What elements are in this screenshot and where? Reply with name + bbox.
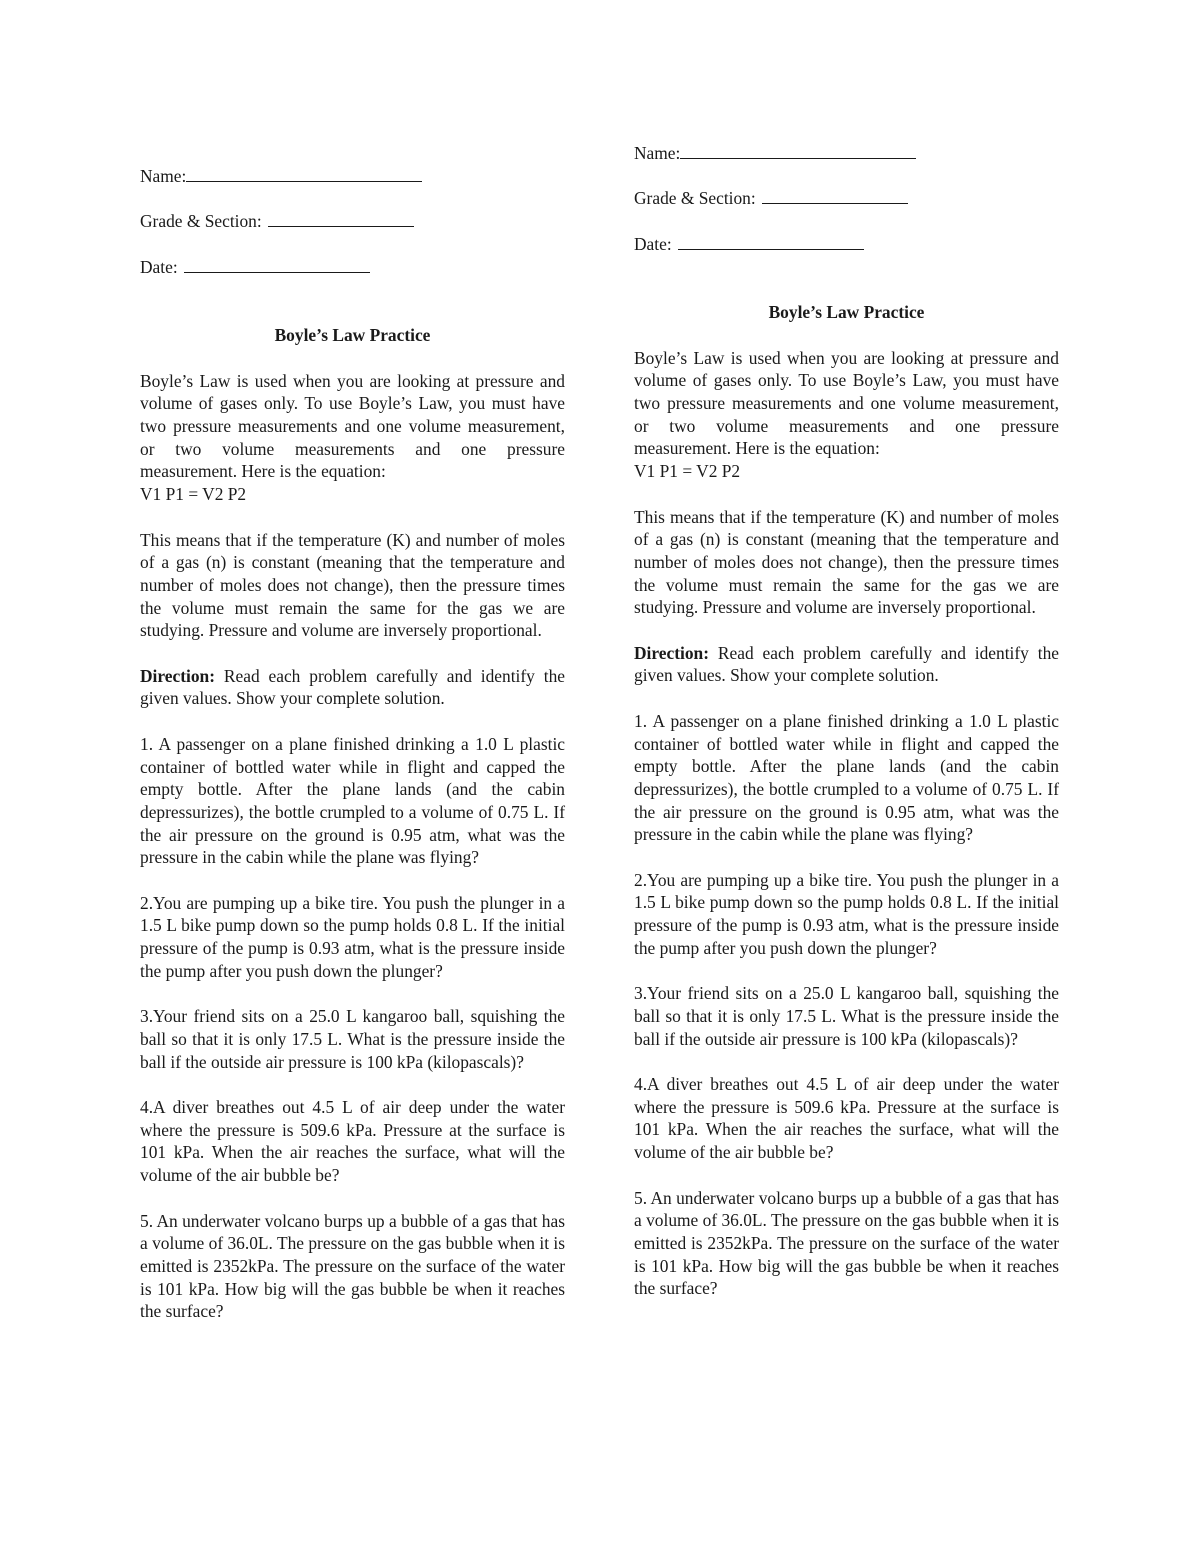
date-label: Date:: [140, 256, 178, 277]
grade-section-field: [140, 210, 565, 233]
grade-section-blank[interactable]: [762, 187, 908, 204]
worksheet-copy-left: [140, 165, 565, 1346]
date-field: [140, 256, 565, 279]
intro-paragraph: [634, 347, 1059, 483]
direction-text: Read each problem carefully and identify the given values. Show your complete solution.: [634, 642, 1059, 686]
equation: V1 P1 = V2 P2: [140, 484, 247, 505]
name-blank[interactable]: [680, 142, 916, 159]
direction-label: Direction:: [634, 642, 710, 663]
problem-2: 2.You are pumping up a bike tire. You push the plunger in a 1.5 L bike pump down so the pump holds 0.8 L. If the initial pressure of the pump is 0.93 atm, what is the pressure inside the pump after you push down the plunger?: [140, 892, 565, 981]
date-field: [634, 233, 1059, 256]
intro-paragraph: [140, 370, 565, 506]
date-blank[interactable]: [678, 233, 864, 250]
grade-section-label: Grade & Section:: [634, 188, 756, 209]
problem-3: 3.Your friend sits on a 25.0 L kangaroo ball, squishing the ball so that it is only 17.5 L. What is the pressure inside the ball if the outside air pressure is 100 kPa (kilopascals)?: [140, 1006, 565, 1072]
grade-section-label: Grade & Section:: [140, 211, 262, 232]
direction-label: Direction:: [140, 665, 216, 686]
worksheet-title: Boyle’s Law Practice: [768, 302, 925, 323]
grade-section-blank[interactable]: [268, 210, 414, 227]
equation: V1 P1 = V2 P2: [634, 461, 741, 482]
name-label: Name:: [634, 143, 681, 163]
date-blank[interactable]: [184, 256, 370, 273]
name-blank[interactable]: [186, 165, 422, 182]
direction-text: Read each problem carefully and identify the given values. Show your complete solution.: [140, 665, 565, 709]
name-label: Name:: [140, 166, 187, 186]
name-field: [140, 165, 565, 188]
problem-1: 1. A passenger on a plane finished drinking a 1.0 L plastic container of bottled water while in flight and capped the empty bottle. After the plane lands (and the cabin depressurizes), the bottle crumpled to a volume of 0.75 L. If the air pressure on the ground is 0.95 atm, what was the pressure in the cabin while the plane was flying?: [634, 710, 1059, 845]
direction-paragraph: [634, 642, 1059, 687]
explanation-paragraph: This means that if the temperature (K) and number of moles of a gas (n) is constant (meaning that the temperature and number of moles does not change), then the pressure times the volume must remain the same for the gas we are studying. Pressure and volume are inversely proportional.: [140, 529, 565, 641]
problem-5: 5. An underwater volcano burps up a bubble of a gas that has a volume of 36.0L. The pressure on the gas bubble when it is emitted is 2352kPa. The pressure on the surface of the water is 101 kPa. How big will the gas bubble be when it reaches the surface?: [634, 1187, 1059, 1299]
direction-paragraph: [140, 665, 565, 710]
worksheet-title: Boyle’s Law Practice: [274, 325, 431, 346]
problem-3: 3.Your friend sits on a 25.0 L kangaroo ball, squishing the ball so that it is only 17.5 L. What is the pressure inside the ball if the outside air pressure is 100 kPa (kilopascals)?: [634, 983, 1059, 1049]
explanation-paragraph: This means that if the temperature (K) and number of moles of a gas (n) is constant (meaning that the temperature and number of moles does not change), then the pressure times the volume must remain the same for the gas we are studying. Pressure and volume are inversely proportional.: [634, 506, 1059, 618]
problem-4: 4.A diver breathes out 4.5 L of air deep under the water where the pressure is 509.6 kPa. Pressure at the surface is 101 kPa. When the air reaches the surface, what will the volume of the air bubble be?: [634, 1074, 1059, 1163]
name-field: [634, 142, 1059, 165]
problem-5: 5. An underwater volcano burps up a bubble of a gas that has a volume of 36.0L. The pressure on the gas bubble when it is emitted is 2352kPa. The pressure on the surface of the water is 101 kPa. How big will the gas bubble be when it reaches the surface?: [140, 1210, 565, 1322]
grade-section-field: [634, 187, 1059, 210]
worksheet-copy-right: [634, 142, 1059, 1323]
problem-4: 4.A diver breathes out 4.5 L of air deep under the water where the pressure is 509.6 kPa. Pressure at the surface is 101 kPa. When the air reaches the surface, what will the volume of the air bubble be?: [140, 1097, 565, 1186]
intro-text: Boyle’s Law is used when you are looking at pressure and volume of gases only. To use Boyle’s Law, you must have two pressure measurements and one volume measurement, or two volume measurements and one pressure measurement. Here is the equation:: [634, 347, 1059, 459]
intro-text: Boyle’s Law is used when you are looking at pressure and volume of gases only. To use Boyle’s Law, you must have two pressure measurements and one volume measurement, or two volume measurements and one pressure measurement. Here is the equation:: [140, 370, 565, 482]
problem-2: 2.You are pumping up a bike tire. You push the plunger in a 1.5 L bike pump down so the pump holds 0.8 L. If the initial pressure of the pump is 0.93 atm, what is the pressure inside the pump after you push down the plunger?: [634, 869, 1059, 958]
problem-1: 1. A passenger on a plane finished drinking a 1.0 L plastic container of bottled water while in flight and capped the empty bottle. After the plane lands (and the cabin depressurizes), the bottle crumpled to a volume of 0.75 L. If the air pressure on the ground is 0.95 atm, what was the pressure in the cabin while the plane was flying?: [140, 733, 565, 868]
date-label: Date:: [634, 233, 672, 254]
